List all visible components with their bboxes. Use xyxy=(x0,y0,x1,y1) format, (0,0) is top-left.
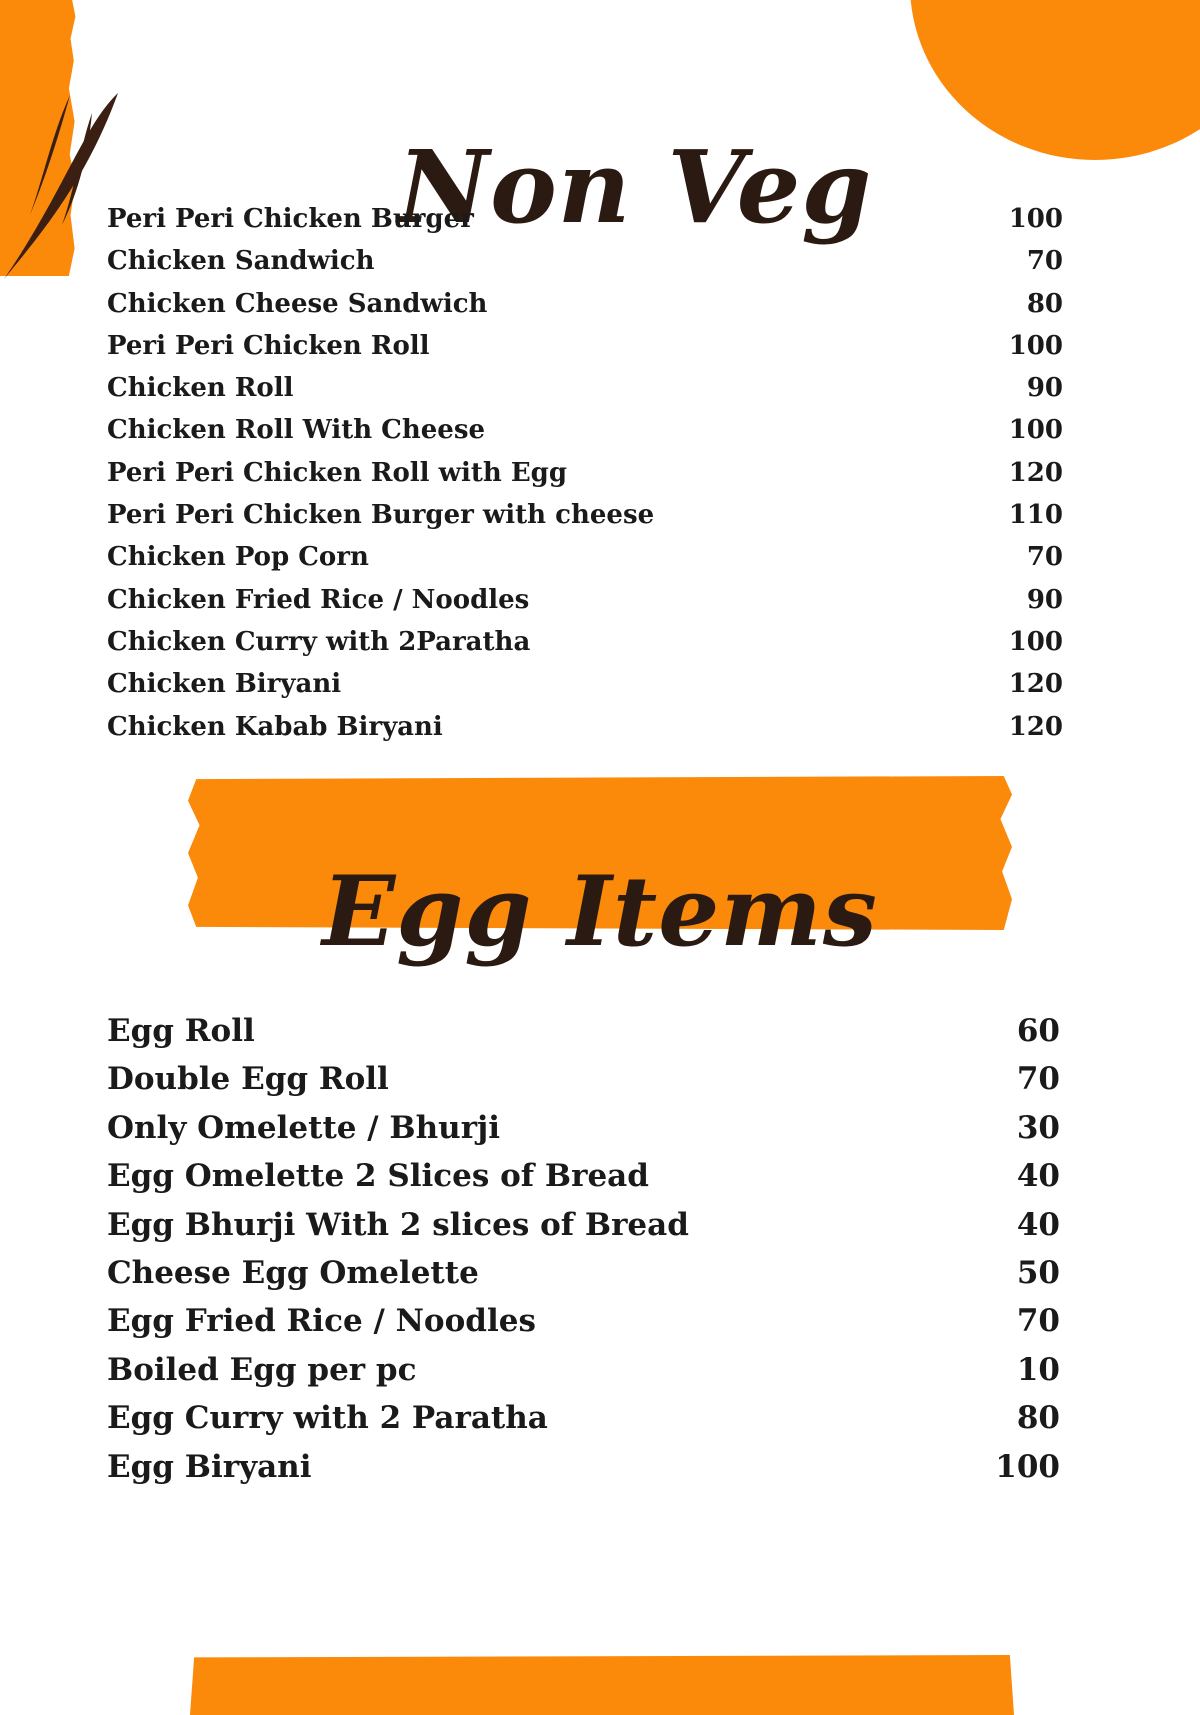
list-item xyxy=(107,1346,1060,1394)
item-name: Egg Roll xyxy=(107,1013,255,1049)
item-name: Peri Peri Chicken Roll with Egg xyxy=(107,457,568,488)
egg-items-menu-list xyxy=(107,1007,1060,1491)
item-price: 70 xyxy=(1016,1303,1060,1340)
item-name: Chicken Cheese Sandwich xyxy=(107,288,488,319)
list-item xyxy=(107,579,1063,621)
item-price: 10 xyxy=(1016,1351,1060,1388)
item-price: 70 xyxy=(1026,542,1063,573)
item-name: Chicken Biryani xyxy=(107,669,342,700)
item-name: Chicken Curry with 2Paratha xyxy=(107,626,531,657)
item-name: Egg Fried Rice / Noodles xyxy=(107,1303,536,1340)
list-item xyxy=(107,706,1063,748)
list-item xyxy=(107,240,1063,282)
item-name: Only Omelette / Bhurji xyxy=(107,1109,501,1146)
list-item xyxy=(107,1394,1060,1442)
item-price: 120 xyxy=(1008,711,1063,742)
item-price: 100 xyxy=(995,1448,1060,1485)
item-name: Egg Bhurji With 2 slices of Bread xyxy=(107,1206,689,1243)
item-price: 120 xyxy=(1008,669,1063,700)
bottom-orange-banner xyxy=(190,1655,1014,1715)
non-veg-menu-list xyxy=(107,198,1063,748)
list-item xyxy=(107,1201,1060,1249)
item-price: 60 xyxy=(1016,1013,1060,1049)
item-name: Cheese Egg Omelette xyxy=(107,1254,479,1291)
item-price: 110 xyxy=(1008,500,1063,531)
item-price: 70 xyxy=(1026,246,1063,277)
non-veg-title: Non Veg xyxy=(397,128,873,246)
list-item xyxy=(107,1007,1060,1055)
list-item xyxy=(107,494,1063,536)
list-item xyxy=(107,367,1063,409)
item-name: Egg Omelette 2 Slices of Bread xyxy=(107,1158,649,1195)
item-name: Chicken Fried Rice / Noodles xyxy=(107,584,530,615)
item-price: 120 xyxy=(1008,457,1063,488)
item-name: Boiled Egg per pc xyxy=(107,1351,417,1388)
list-item xyxy=(107,325,1063,367)
item-name: Chicken Sandwich xyxy=(107,246,375,277)
egg-items-title: Egg Items xyxy=(322,855,878,969)
item-price: 90 xyxy=(1026,373,1063,404)
item-name: Chicken Pop Corn xyxy=(107,542,369,573)
item-name: Double Egg Roll xyxy=(107,1061,389,1098)
item-price: 40 xyxy=(1016,1206,1060,1243)
item-price: 90 xyxy=(1026,584,1063,615)
list-item xyxy=(107,452,1063,494)
item-price: 100 xyxy=(1008,330,1063,361)
item-name: Egg Biryani xyxy=(107,1448,312,1485)
item-name: Peri Peri Chicken Roll xyxy=(107,330,430,361)
item-price: 30 xyxy=(1016,1109,1060,1146)
item-name: Chicken Kabab Biryani xyxy=(107,711,443,742)
item-name: Peri Peri Chicken Burger with cheese xyxy=(107,500,655,531)
item-name: Chicken Roll xyxy=(107,373,294,404)
item-price: 100 xyxy=(1008,204,1063,234)
item-name: Chicken Roll With Cheese xyxy=(107,415,486,446)
list-item xyxy=(107,663,1063,705)
item-price: 50 xyxy=(1016,1254,1060,1291)
item-price: 80 xyxy=(1026,288,1063,319)
list-item xyxy=(107,283,1063,325)
item-name: Egg Curry with 2 Paratha xyxy=(107,1400,548,1437)
list-item xyxy=(107,536,1063,578)
item-name: Peri Peri Chicken Burger xyxy=(107,204,474,234)
item-price: 100 xyxy=(1008,626,1063,657)
item-price: 100 xyxy=(1008,415,1063,446)
list-item xyxy=(107,1055,1060,1103)
list-item xyxy=(107,621,1063,663)
item-price: 40 xyxy=(1016,1158,1060,1195)
list-item xyxy=(107,198,1063,240)
list-item xyxy=(107,1152,1060,1200)
item-price: 80 xyxy=(1016,1400,1060,1437)
list-item xyxy=(107,1249,1060,1297)
list-item xyxy=(107,409,1063,451)
item-price: 70 xyxy=(1016,1061,1060,1098)
list-item xyxy=(107,1104,1060,1152)
list-item xyxy=(107,1297,1060,1345)
list-item xyxy=(107,1443,1060,1491)
